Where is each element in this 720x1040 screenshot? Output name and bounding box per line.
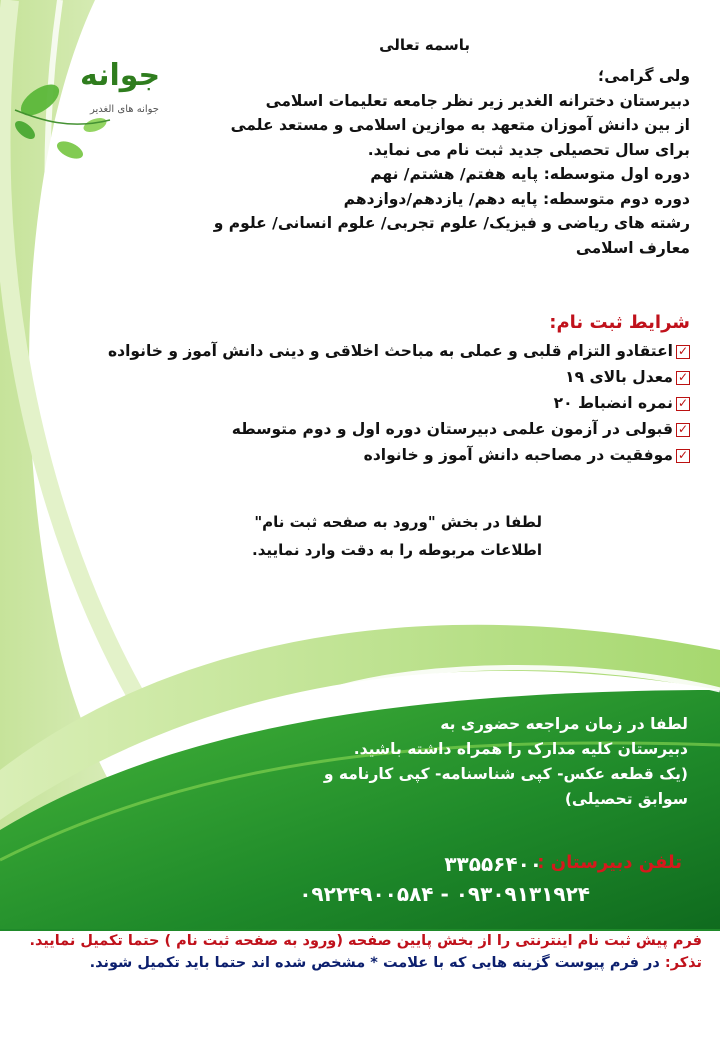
intro-line: از بین دانش آموزان متعهد به موازین اسلامی و مستعد علمی bbox=[230, 116, 690, 134]
reminder-line bbox=[22, 954, 702, 973]
intro-line: دوره اول متوسطه: پایه هفتم/ هشتم/ نهم bbox=[370, 165, 690, 183]
conditions-list bbox=[50, 338, 690, 468]
page-heading: باسمه تعالی bbox=[379, 36, 470, 54]
logo-name: جوانه bbox=[80, 58, 161, 93]
visit-note: لطفا در زمان مراجعه حضوری به دبیرستان کلیه مدارک را همراه داشته باشید. (یک قطعه عکس- کپی شناسنامه- کپی کارنامه و سوابق تحصیلی) bbox=[323, 715, 688, 808]
checkbox-icon: ✓ bbox=[677, 369, 689, 384]
phone-mobiles: ۰۹۲۲۴۹۰۰۵۸۴ - ۰۹۳۰۹۱۳۱۹۲۴ bbox=[299, 882, 590, 906]
reminder-label: تذکر: bbox=[664, 955, 702, 971]
checkbox-icon: ✓ bbox=[677, 447, 689, 462]
intro-line: دبیرستان دخترانه الغدیر زیر نظر جامعه تعلیمات اسلامی bbox=[265, 91, 690, 110]
checkbox-icon: ✓ bbox=[677, 395, 689, 410]
condition-item: ✓نمره انضباط ۲۰ bbox=[553, 394, 689, 412]
checkbox-icon: ✓ bbox=[677, 421, 689, 436]
condition-item: ✓موفقیت در مصاحبه دانش آموز و خانواده bbox=[363, 446, 689, 464]
phone-label: تلفن دبیرستان : bbox=[537, 852, 682, 873]
condition-item: ✓معدل بالای ۱۹ bbox=[565, 368, 689, 386]
footer-notes bbox=[22, 932, 702, 973]
condition-item: ✓قبولی در آزمون علمی دبیرستان دوره اول و دوم متوسطه bbox=[231, 420, 689, 438]
condition-item: ✓اعتقادو التزام قلبی و عملی به مباحث اخلاقی و دینی دانش آموز و خانواده bbox=[107, 342, 689, 360]
intro-line: معارف اسلامی bbox=[575, 238, 690, 257]
reminder-text: در فرم پیوست گزینه هایی که با علامت * مشخص شده اند حتما باید تکمیل شوند. bbox=[89, 955, 660, 971]
logo-subtitle: جوانه های الغدیر bbox=[90, 104, 159, 115]
footer-line: فرم پیش ثبت نام اینترنتی را از بخش پایین صفحه (ورود به صفحه ثبت نام ) حتما تکمیل نمایید. bbox=[29, 933, 702, 949]
phone-landline: ۳۳۵۵۶۴۰۰ bbox=[444, 852, 542, 876]
intro-line: دوره دوم متوسطه: پایه دهم/ یازدهم/دوازدهم bbox=[343, 189, 690, 208]
checkbox-icon: ✓ bbox=[677, 343, 689, 358]
intro-line: رشته های ریاضی و فیزیک/ علوم تجربی/ علوم انسانی/ علوم و bbox=[213, 214, 690, 232]
register-note: لطفا در بخش "ورود به صفحه ثبت نام" اطلاعات مربوطه را به دقت وارد نمایید. bbox=[252, 513, 542, 559]
intro-block bbox=[100, 64, 690, 260]
intro-line: برای سال تحصیلی جدید ثبت نام می نماید. bbox=[367, 140, 690, 159]
conditions-title: شرایط ثبت نام: bbox=[549, 312, 690, 333]
greeting: ولی گرامی؛ bbox=[598, 67, 690, 85]
